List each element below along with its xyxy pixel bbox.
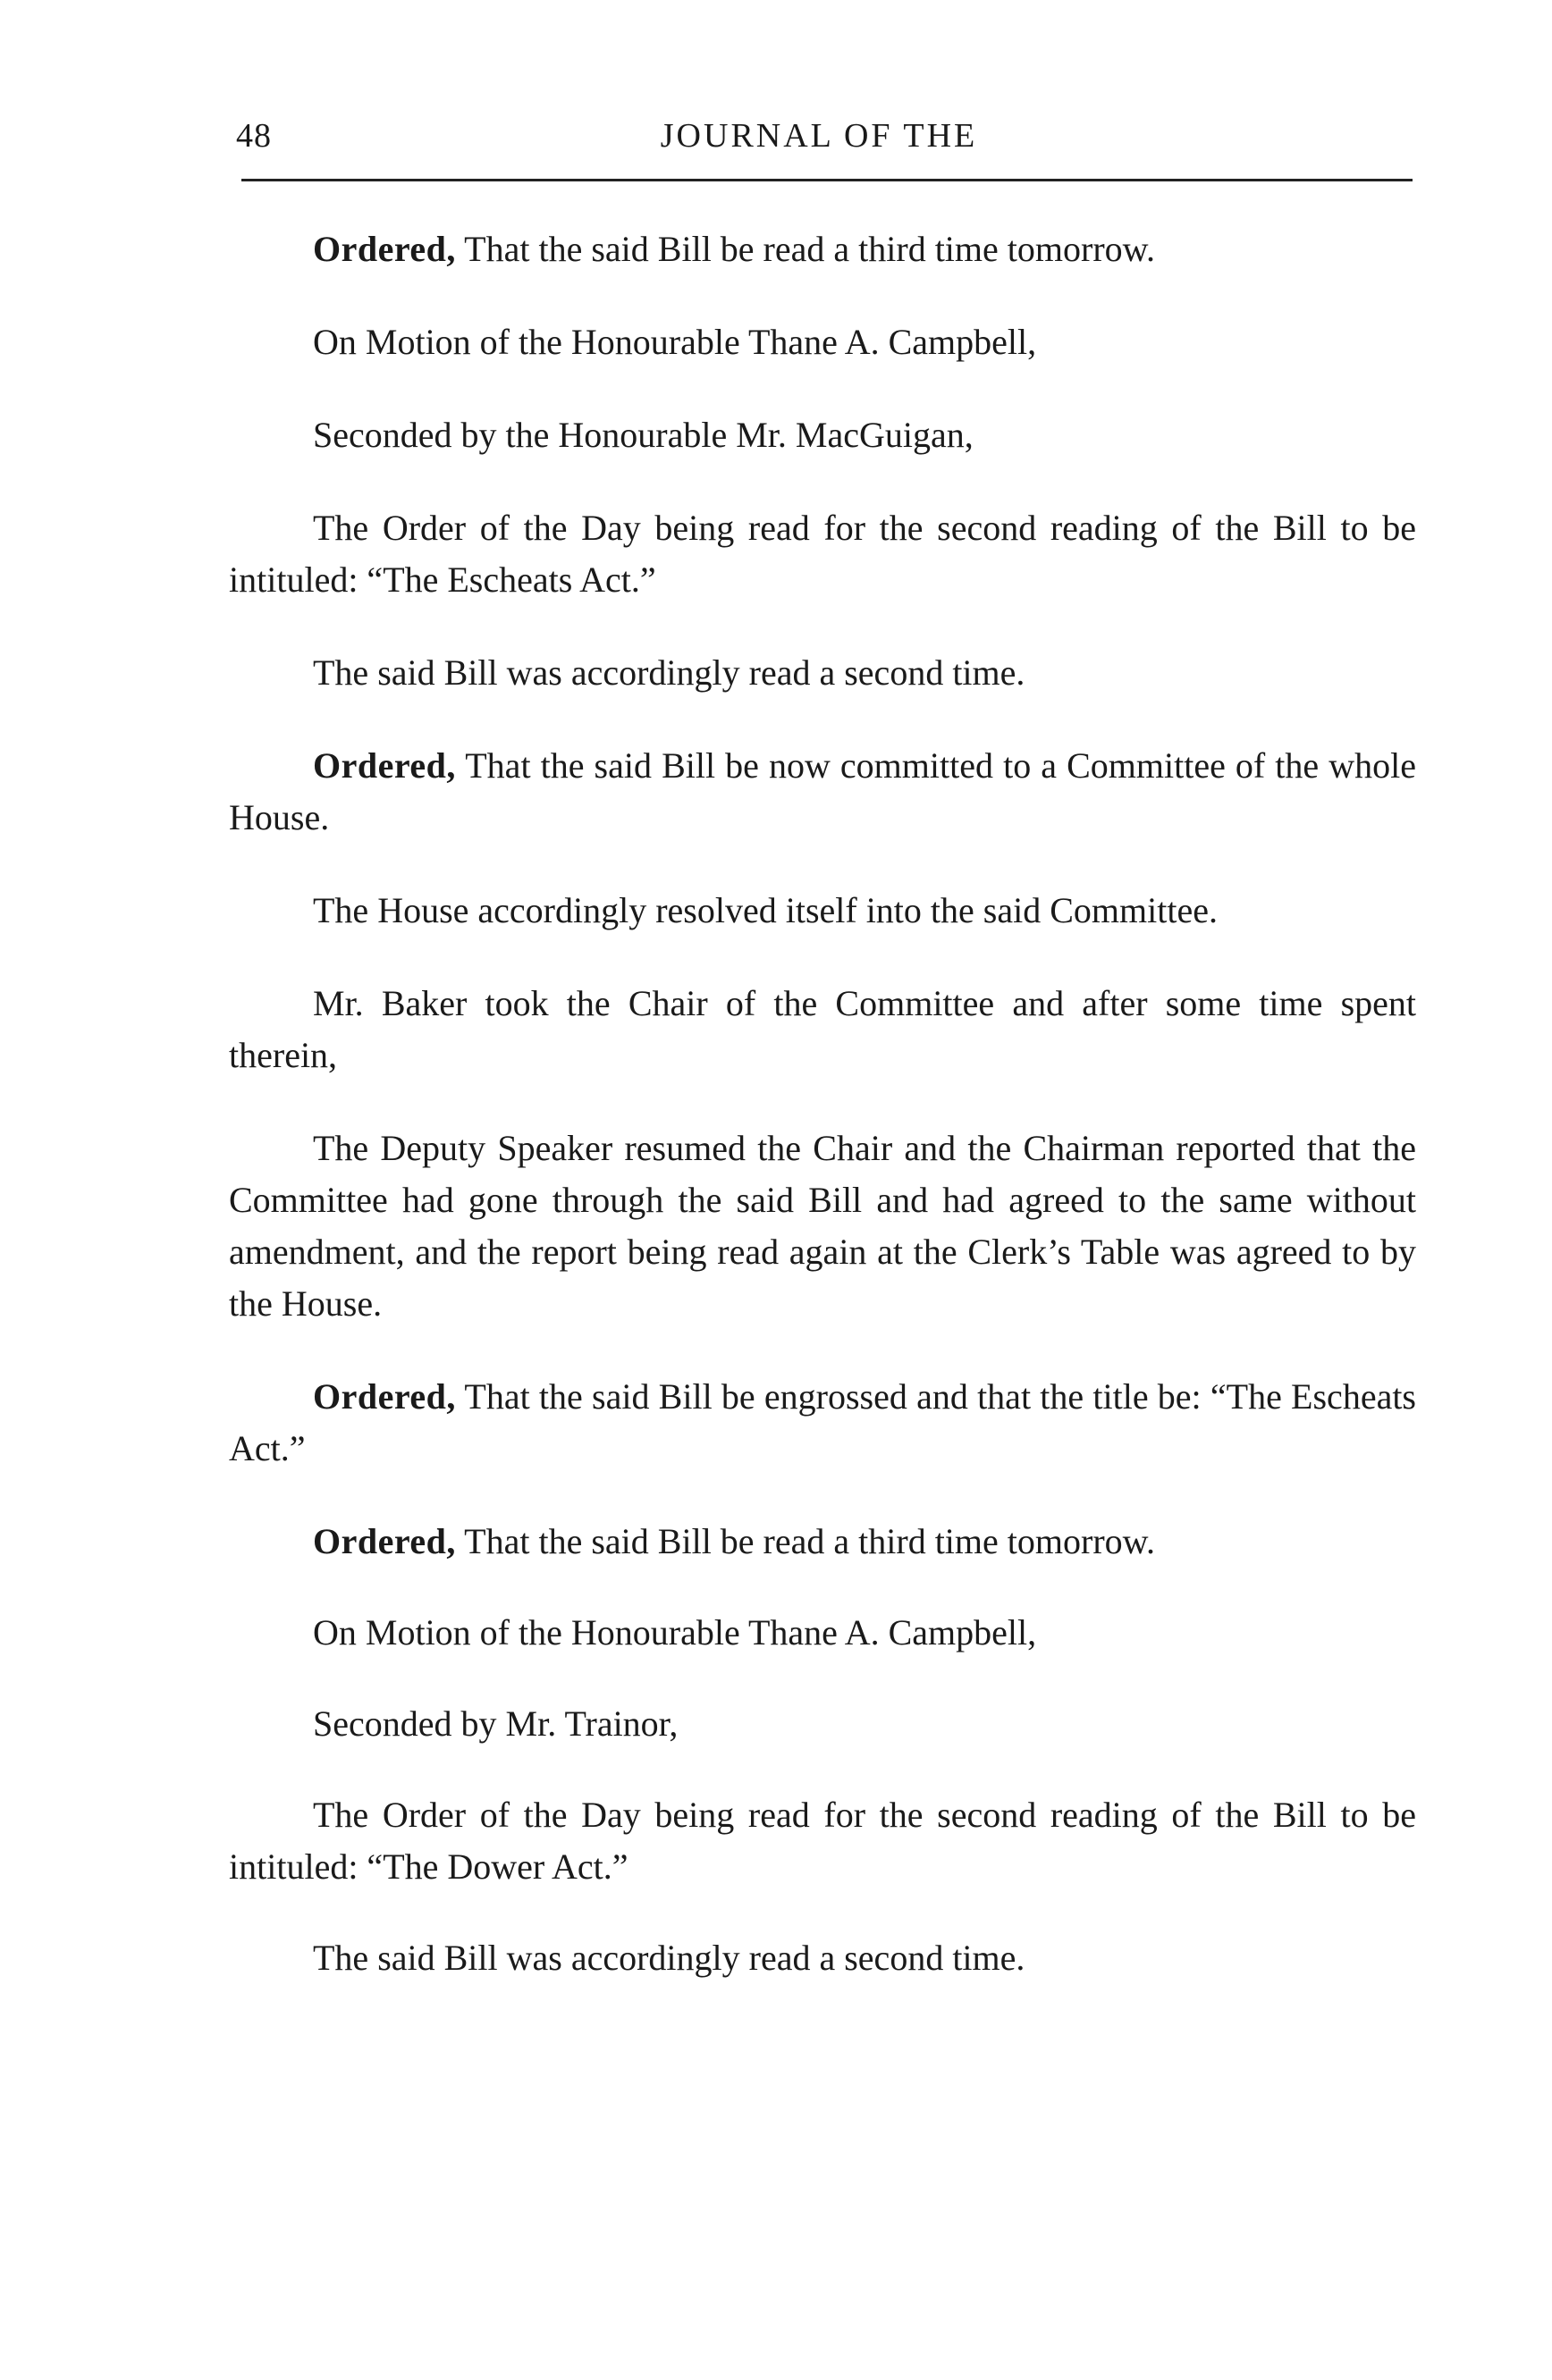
journal-body — [229, 223, 1416, 2023]
paragraph-second-reading — [229, 1932, 1416, 1984]
paragraph-text: The Order of the Day being read for the second reading of the Bill to be intituled: “The Dower Act.” — [229, 1795, 1416, 1887]
paragraph-text: The Order of the Day being read for the second reading of the Bill to be intituled: “The Escheats Act.” — [229, 508, 1416, 600]
paragraph-seconded — [229, 1698, 1416, 1750]
running-head: JOURNAL OF THE — [660, 117, 978, 155]
paragraph-seconded — [229, 409, 1416, 461]
paragraph-ordered-third-reading — [229, 223, 1416, 275]
paragraph-text: Seconded by the Honourable Mr. MacGuigan, — [313, 415, 974, 455]
paragraph-ordered-third-reading — [229, 1516, 1416, 1568]
paragraph-text: The Deputy Speaker resumed the Chair and the Chairman reported that the Committee had gone through the said Bill and had agreed to the same without amendment, and the report being read again at the Clerk’s Table was agreed to by the House. — [229, 1128, 1416, 1324]
paragraph-ordered-committed — [229, 740, 1416, 844]
paragraph-chair-taken — [229, 978, 1416, 1081]
paragraph-motion — [229, 316, 1416, 368]
paragraph-house-resolved — [229, 885, 1416, 937]
paragraph-text: On Motion of the Honourable Thane A. Campbell, — [313, 322, 1037, 362]
paragraph-text: That the said Bill be now committed to a Committee of the whole House. — [229, 745, 1416, 837]
paragraph-ordered-engrossed — [229, 1371, 1416, 1475]
paragraph-text: That the said Bill be engrossed and that the title be: “The Escheats Act.” — [229, 1376, 1416, 1468]
paragraph-text: On Motion of the Honourable Thane A. Campbell, — [313, 1612, 1037, 1653]
paragraph-text: That the said Bill be read a third time tomorrow. — [455, 1521, 1155, 1561]
header-rule — [241, 179, 1413, 181]
paragraph-text: The said Bill was accordingly read a second time. — [313, 652, 1025, 693]
page-number: 48 — [236, 117, 272, 155]
paragraph-text: Mr. Baker took the Chair of the Committee and after some time spent therein, — [229, 983, 1416, 1075]
paragraph-lead: Ordered, — [313, 745, 456, 786]
paragraph-order-of-day — [229, 1789, 1416, 1893]
paragraph-lead: Ordered, — [313, 1376, 456, 1417]
paragraph-lead: Ordered, — [313, 1521, 456, 1561]
paragraph-deputy-speaker — [229, 1123, 1416, 1330]
paragraph-motion — [229, 1607, 1416, 1659]
paragraph-text: Seconded by Mr. Trainor, — [313, 1703, 679, 1744]
paragraph-text: The House accordingly resolved itself into the said Committee. — [313, 890, 1218, 930]
paragraph-order-of-day — [229, 502, 1416, 606]
paragraph-text: That the said Bill be read a third time tomorrow. — [455, 229, 1155, 269]
page-header — [229, 105, 1409, 159]
paragraph-text: The said Bill was accordingly read a second time. — [313, 1938, 1025, 1978]
paragraph-lead: Ordered, — [313, 229, 456, 269]
paragraph-second-reading — [229, 647, 1416, 699]
